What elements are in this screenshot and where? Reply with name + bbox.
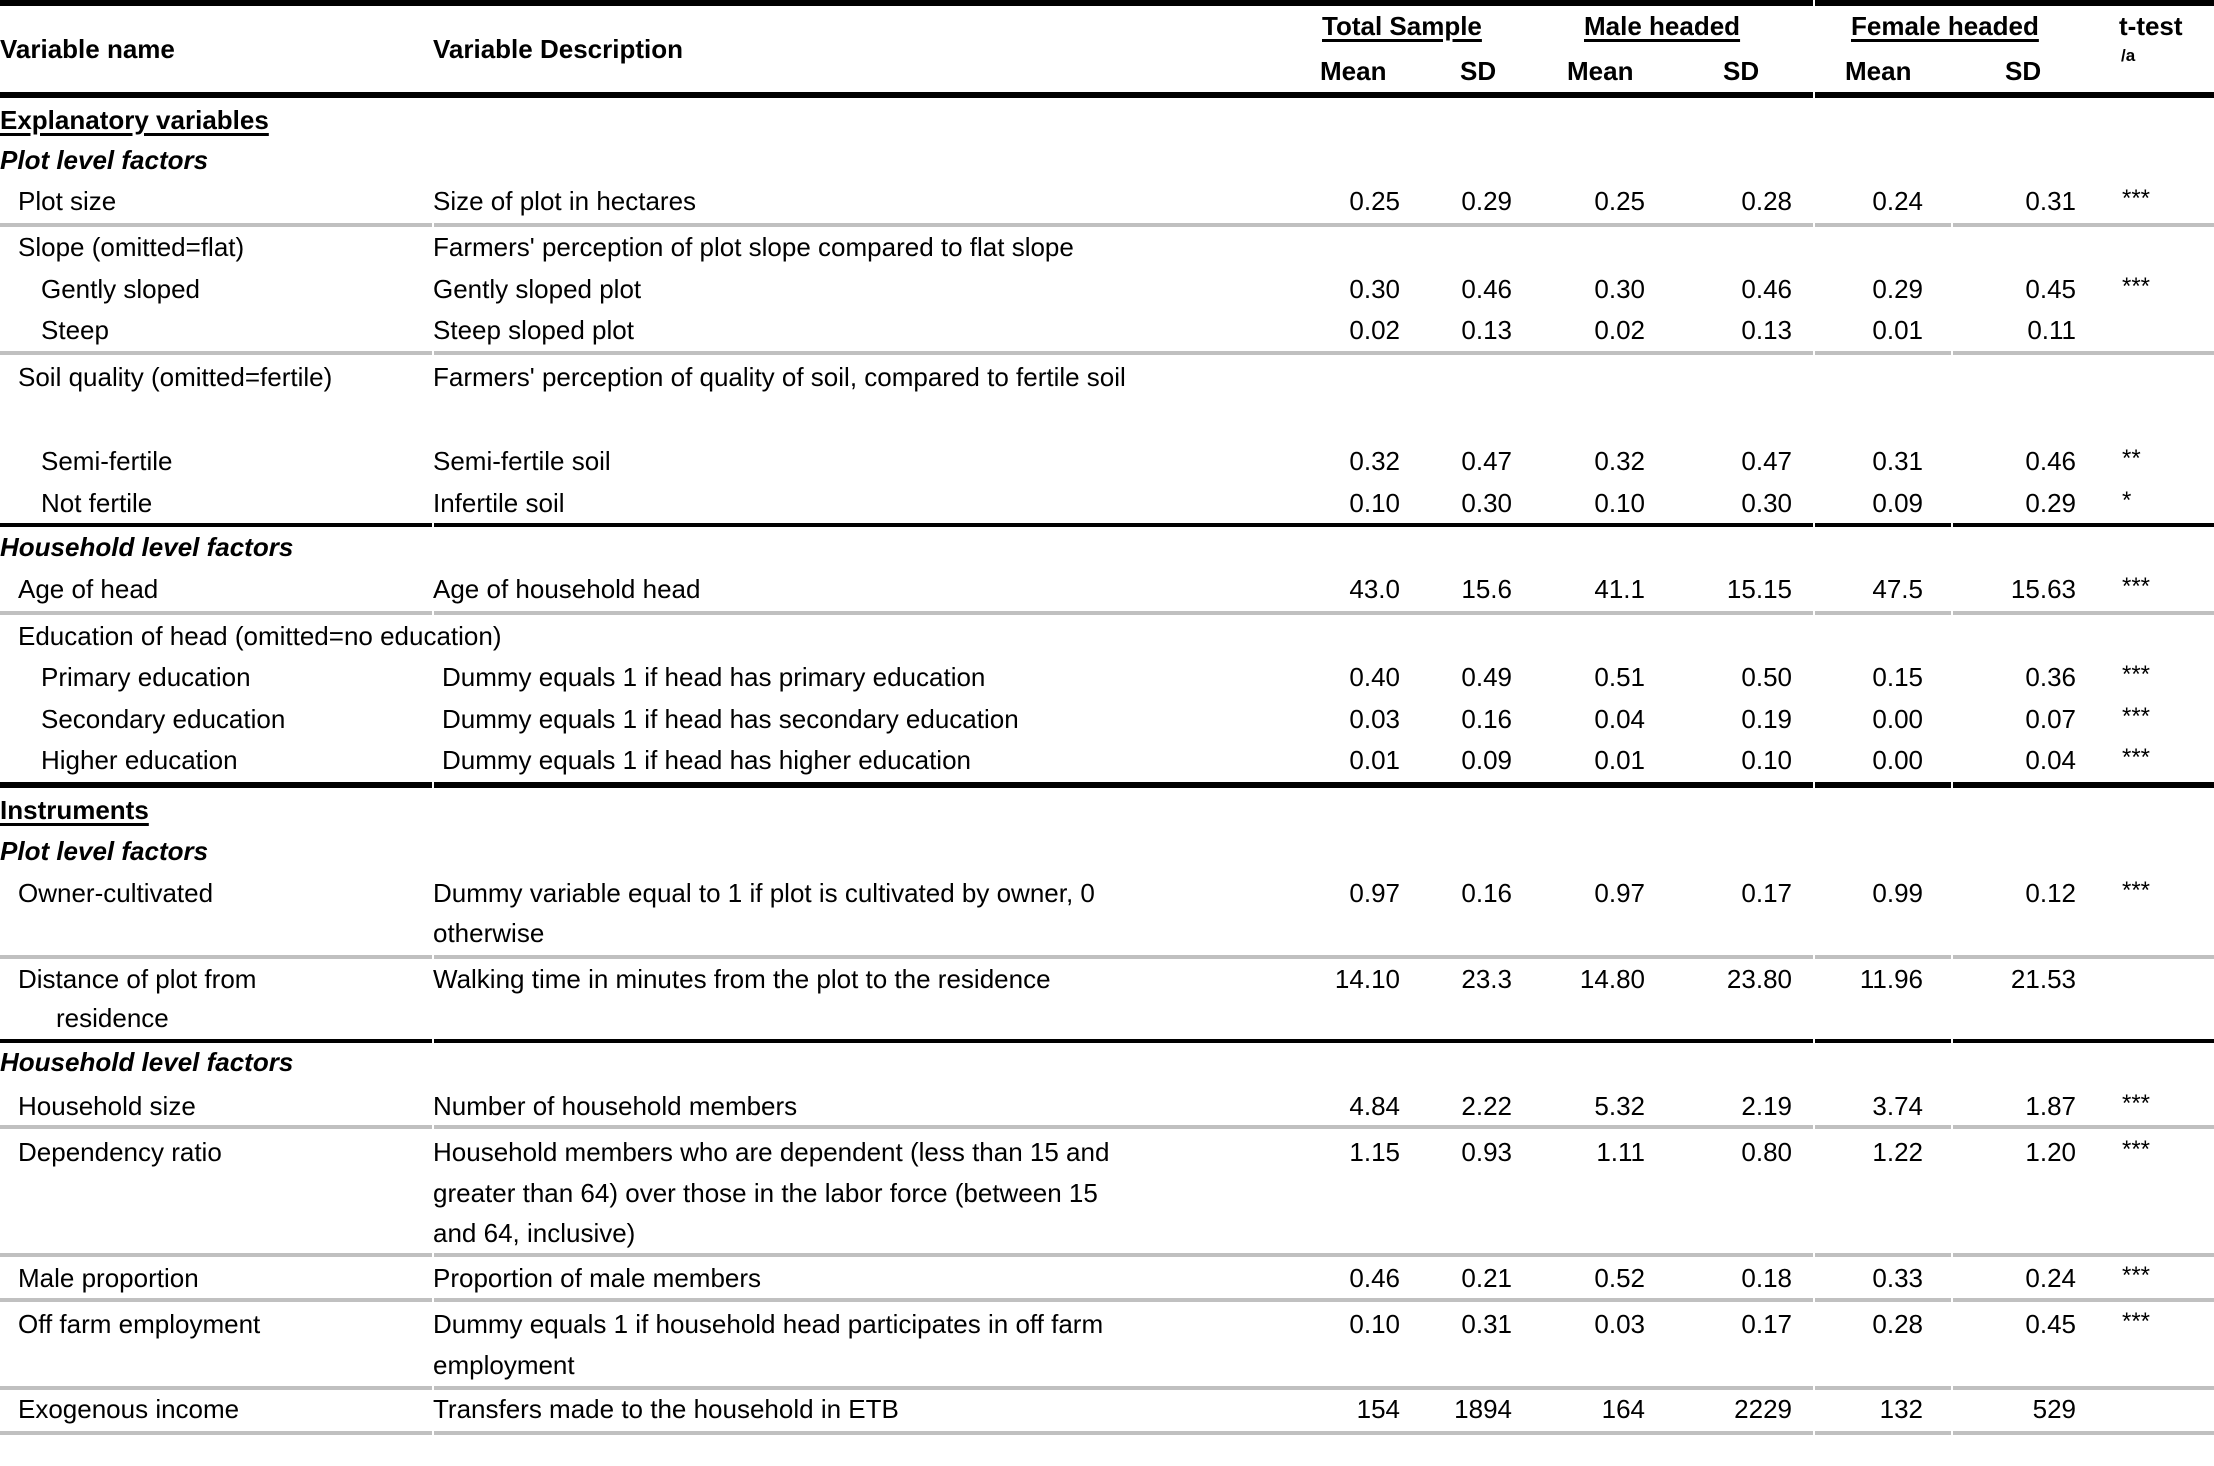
value-male-mean: 0.01 <box>1594 745 1645 775</box>
value-total-sd: 1894 <box>1454 1394 1512 1424</box>
variable-description-cont: otherwise <box>433 918 545 948</box>
variable-name: Dependency ratio <box>18 1137 222 1167</box>
value-female-sd: 1.87 <box>2025 1091 2076 1121</box>
value-total-mean: 154 <box>1356 1394 1400 1424</box>
header-mean: Mean <box>1567 56 1634 86</box>
value-male-mean: 5.32 <box>1594 1091 1645 1121</box>
significance-stars: *** <box>2122 877 2151 904</box>
value-female-mean: 0.00 <box>1872 704 1923 734</box>
header-group-male-headed: Male headed <box>1584 11 1741 41</box>
value-total-sd: 2.22 <box>1461 1091 1512 1121</box>
value-female-sd: 0.45 <box>2025 1309 2076 1339</box>
value-male-mean: 0.03 <box>1594 1309 1645 1339</box>
value-male-sd: 0.10 <box>1741 745 1792 775</box>
value-total-sd: 0.31 <box>1461 1309 1512 1339</box>
variable-name: Exogenous income <box>18 1394 240 1424</box>
value-female-mean: 0.24 <box>1872 186 1923 216</box>
value-total-sd: 0.47 <box>1461 446 1512 476</box>
variable-name: Higher education <box>41 745 238 775</box>
significance-stars: *** <box>2122 185 2151 212</box>
value-male-mean: 0.25 <box>1594 186 1645 216</box>
row-divider <box>0 1125 2214 1129</box>
variable-name: Male proportion <box>18 1263 199 1293</box>
value-total-sd: 15.6 <box>1461 574 1512 604</box>
variable-name: Distance of plot from <box>18 964 257 994</box>
value-male-mean: 164 <box>1601 1394 1645 1424</box>
value-female-sd: 0.36 <box>2025 662 2076 692</box>
value-total-sd: 0.21 <box>1461 1263 1512 1293</box>
header-mean: Mean <box>1845 56 1912 86</box>
value-female-mean: 0.29 <box>1872 274 1923 304</box>
value-male-sd: 0.18 <box>1741 1263 1792 1293</box>
value-total-sd: 0.13 <box>1461 315 1512 345</box>
value-female-mean: 0.01 <box>1872 315 1923 345</box>
value-total-mean: 0.97 <box>1349 878 1400 908</box>
value-female-sd: 15.63 <box>2010 574 2076 604</box>
significance-stars: *** <box>2122 744 2151 771</box>
value-male-sd: 0.47 <box>1741 446 1792 476</box>
variable-name: Slope (omitted=flat) <box>18 232 245 262</box>
variable-description: Size of plot in hectares <box>433 186 697 216</box>
value-total-mean: 0.32 <box>1349 446 1400 476</box>
value-female-sd: 529 <box>2032 1394 2076 1424</box>
variable-description: Farmers' perception of quality of soil, compared to fertile soil <box>433 362 1126 392</box>
value-male-sd: 0.50 <box>1741 662 1792 692</box>
value-female-sd: 0.45 <box>2025 274 2076 304</box>
value-female-mean: 0.00 <box>1872 745 1923 775</box>
value-female-sd: 0.29 <box>2025 488 2076 518</box>
variable-name-cont: residence <box>56 1003 169 1033</box>
variable-description: Household members who are dependent (less than 15 and <box>433 1137 1110 1167</box>
value-female-mean: 1.22 <box>1872 1137 1923 1167</box>
value-female-sd: 0.12 <box>2025 878 2076 908</box>
value-female-mean: 0.15 <box>1872 662 1923 692</box>
header-bottom-rule <box>0 92 2214 98</box>
header-sd: SD <box>1460 56 1497 86</box>
variable-description: Number of household members <box>433 1091 798 1121</box>
value-female-mean: 11.96 <box>1859 964 1923 994</box>
variable-description-cont: greater than 64) over those in the labor force (between 15 <box>433 1178 1098 1208</box>
value-total-mean: 0.10 <box>1349 488 1400 518</box>
value-male-sd: 0.30 <box>1741 488 1792 518</box>
variable-description: Dummy variable equal to 1 if plot is cultivated by owner, 0 <box>433 878 1095 908</box>
value-female-sd: 0.46 <box>2025 446 2076 476</box>
variable-description: Walking time in minutes from the plot to the residence <box>433 964 1051 994</box>
variable-name: Plot size <box>18 186 117 216</box>
variable-description: Transfers made to the household in ETB <box>433 1394 899 1424</box>
variable-description: Infertile soil <box>433 488 565 518</box>
header-ttest-note: /a <box>2121 46 2136 65</box>
section-divider <box>0 1039 2214 1043</box>
value-male-mean: 0.30 <box>1594 274 1645 304</box>
subsection-plot-level-factors: Plot level factors <box>0 836 209 866</box>
value-total-mean: 1.15 <box>1349 1137 1400 1167</box>
significance-stars: ** <box>2122 445 2141 472</box>
variable-description: Semi-fertile soil <box>433 446 611 476</box>
value-total-sd: 0.93 <box>1461 1137 1512 1167</box>
variable-description: Dummy equals 1 if head has primary education <box>442 662 986 692</box>
row-divider <box>0 351 2214 355</box>
value-female-sd: 0.04 <box>2025 745 2076 775</box>
variable-name: Gently sloped <box>41 274 200 304</box>
value-total-sd: 0.46 <box>1461 274 1512 304</box>
value-total-mean: 0.30 <box>1349 274 1400 304</box>
value-female-mean: 132 <box>1879 1394 1923 1424</box>
significance-stars: *** <box>2122 1090 2151 1117</box>
significance-stars: *** <box>2122 1308 2151 1335</box>
section-divider <box>0 782 2214 788</box>
significance-stars: *** <box>2122 661 2151 688</box>
section-explanatory-variables: Explanatory variables <box>0 105 269 135</box>
value-female-mean: 3.74 <box>1872 1091 1923 1121</box>
value-male-mean: 0.10 <box>1594 488 1645 518</box>
variable-name: Owner-cultivated <box>18 878 214 908</box>
row-divider <box>0 1253 2214 1257</box>
value-total-mean: 4.84 <box>1349 1091 1400 1121</box>
table-bottom-rule <box>0 1431 2214 1435</box>
variable-description: Proportion of male members <box>433 1263 762 1293</box>
row-divider <box>0 611 2214 615</box>
value-male-mean: 0.52 <box>1594 1263 1645 1293</box>
variable-name: Not fertile <box>41 488 153 518</box>
variable-name: Soil quality (omitted=fertile) <box>18 362 333 392</box>
value-total-mean: 0.46 <box>1349 1263 1400 1293</box>
value-male-sd: 2229 <box>1734 1394 1792 1424</box>
value-total-sd: 0.29 <box>1461 186 1512 216</box>
row-divider <box>0 1298 2214 1302</box>
header-sd: SD <box>1723 56 1760 86</box>
value-male-mean: 0.04 <box>1594 704 1645 734</box>
subsection-plot-level-factors: Plot level factors <box>0 145 209 175</box>
value-total-mean: 14.10 <box>1334 964 1400 994</box>
value-male-mean: 0.32 <box>1594 446 1645 476</box>
column-gap <box>1951 220 1953 1440</box>
value-male-mean: 1.11 <box>1596 1137 1645 1167</box>
section-divider <box>0 523 2214 527</box>
value-male-mean: 0.51 <box>1594 662 1645 692</box>
value-total-sd: 0.09 <box>1461 745 1512 775</box>
row-divider <box>0 223 2214 227</box>
table-top-rule <box>0 0 2214 6</box>
value-total-sd: 0.16 <box>1461 704 1512 734</box>
value-male-sd: 0.19 <box>1741 704 1792 734</box>
significance-stars: * <box>2122 487 2132 514</box>
value-total-mean: 0.25 <box>1349 186 1400 216</box>
variable-description: Farmers' perception of plot slope compared to flat slope <box>433 232 1074 262</box>
significance-stars: *** <box>2122 703 2151 730</box>
value-total-sd: 0.16 <box>1461 878 1512 908</box>
variable-name: Secondary education <box>41 704 286 734</box>
variable-name: Age of head <box>18 574 159 604</box>
value-male-sd: 23.80 <box>1726 964 1792 994</box>
value-male-sd: 0.80 <box>1741 1137 1792 1167</box>
significance-stars: *** <box>2122 573 2151 600</box>
variable-description: Dummy equals 1 if head has higher education <box>442 745 971 775</box>
value-male-mean: 14.80 <box>1579 964 1645 994</box>
value-total-mean: 0.03 <box>1349 704 1400 734</box>
value-female-sd: 0.24 <box>2025 1263 2076 1293</box>
value-male-sd: 15.15 <box>1726 574 1792 604</box>
value-male-sd: 0.17 <box>1741 878 1792 908</box>
value-male-sd: 0.46 <box>1741 274 1792 304</box>
value-total-mean: 0.10 <box>1349 1309 1400 1339</box>
value-male-mean: 0.02 <box>1594 315 1645 345</box>
header-mean: Mean <box>1320 56 1387 86</box>
value-total-sd: 0.49 <box>1461 662 1512 692</box>
value-female-mean: 0.33 <box>1872 1263 1923 1293</box>
value-female-mean: 0.31 <box>1872 446 1923 476</box>
variable-description-cont: employment <box>433 1350 575 1380</box>
header-group-total-sample: Total Sample <box>1322 11 1482 41</box>
value-male-sd: 2.19 <box>1741 1091 1792 1121</box>
variable-description: Steep sloped plot <box>433 315 634 345</box>
row-divider <box>0 955 2214 959</box>
value-total-mean: 0.02 <box>1349 315 1400 345</box>
value-male-sd: 0.13 <box>1741 315 1792 345</box>
value-male-sd: 0.17 <box>1741 1309 1792 1339</box>
value-female-mean: 0.99 <box>1872 878 1923 908</box>
section-instruments: Instruments <box>0 795 149 825</box>
row-divider <box>0 1386 2214 1390</box>
header-sd: SD <box>2005 56 2042 86</box>
column-gap <box>432 220 434 1440</box>
significance-stars: *** <box>2122 1136 2151 1163</box>
variable-name: Household size <box>18 1091 196 1121</box>
variable-name: Primary education <box>41 662 251 692</box>
value-total-sd: 0.30 <box>1461 488 1512 518</box>
value-total-sd: 23.3 <box>1461 964 1512 994</box>
variable-description: Dummy equals 1 if household head participates in off farm <box>433 1309 1104 1339</box>
value-male-mean: 0.97 <box>1594 878 1645 908</box>
header-ttest: t-test <box>2119 11 2183 41</box>
variable-description: Age of household head <box>433 574 701 604</box>
value-female-sd: 0.31 <box>2025 186 2076 216</box>
value-female-mean: 0.09 <box>1872 488 1923 518</box>
significance-stars: *** <box>2122 273 2151 300</box>
variable-description-cont: and 64, inclusive) <box>433 1218 636 1248</box>
header-variable-name: Variable name <box>0 34 175 64</box>
variable-description: Gently sloped plot <box>433 274 642 304</box>
value-female-sd: 21.53 <box>2010 964 2076 994</box>
value-female-sd: 0.07 <box>2025 704 2076 734</box>
value-total-mean: 43.0 <box>1349 574 1400 604</box>
significance-stars: *** <box>2122 1262 2151 1289</box>
value-female-sd: 0.11 <box>2027 315 2076 345</box>
header-variable-description: Variable Description <box>433 34 683 64</box>
value-total-mean: 0.40 <box>1349 662 1400 692</box>
subsection-household-level-factors: Household level factors <box>0 1047 294 1077</box>
value-male-sd: 0.28 <box>1741 186 1792 216</box>
value-male-mean: 41.1 <box>1594 574 1645 604</box>
variable-name: Semi-fertile <box>41 446 173 476</box>
value-total-mean: 0.01 <box>1349 745 1400 775</box>
subsection-household-level-factors: Household level factors <box>0 532 294 562</box>
header-group-female-headed: Female headed <box>1851 11 2039 41</box>
value-female-mean: 47.5 <box>1872 574 1923 604</box>
value-female-mean: 0.28 <box>1872 1309 1923 1339</box>
variable-description: Dummy equals 1 if head has secondary education <box>442 704 1019 734</box>
variable-name: Education of head (omitted=no education) <box>18 621 502 651</box>
variable-name: Off farm employment <box>18 1309 261 1339</box>
value-female-sd: 1.20 <box>2025 1137 2076 1167</box>
variable-name: Steep <box>41 315 109 345</box>
